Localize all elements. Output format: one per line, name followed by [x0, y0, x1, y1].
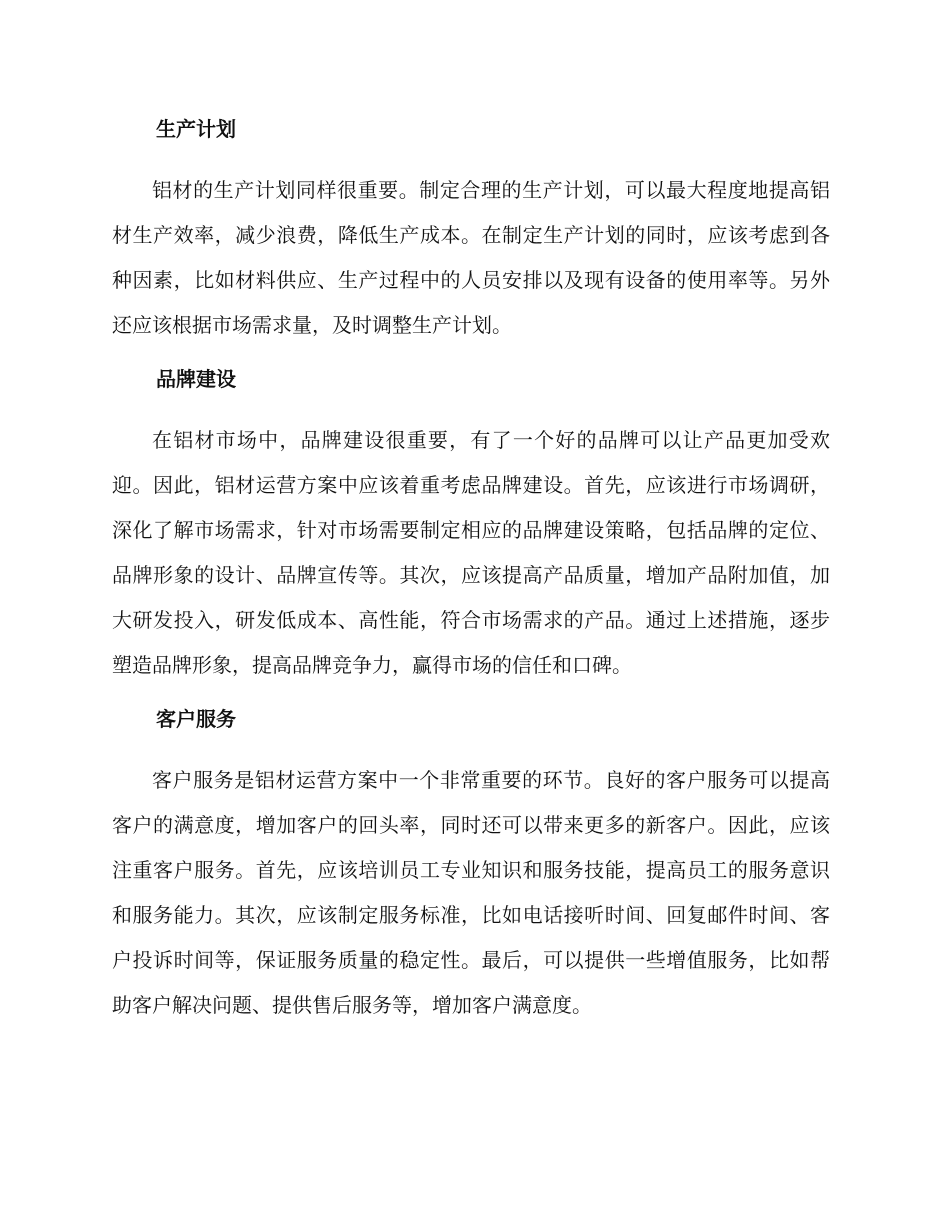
section-paragraph: 客户服务是铝材运营方案中一个非常重要的环节。良好的客户服务可以提高客户的满意度，增加客户的回头率，同时还可以带来更多的新客户。因此，应该注重客户服务。首先，应该培训员工专业知识和服务技能，提高员工的服务意识和服务能力。其次，应该制定服务标准，比如电话接听时间、回复邮件时间、客户投诉时间等，保证服务质量的稳定性。最后，可以提供一些增值服务，比如帮助客户解决问题、提供售后服务等，增加客户满意度。 — [112, 768, 830, 1017]
section-paragraph: 在铝材市场中，品牌建设很重要，有了一个好的品牌可以让产品更加受欢迎。因此，铝材运营方案中应该着重考虑品牌建设。首先，应该进行市场调研，深化了解市场需求，针对市场需要制定相应的品牌建设策略，包括品牌的定位、品牌形象的设计、品牌宣传等。其次，应该提高产品质量，增加产品附加值，加大研发投入，研发低成本、高性能，符合市场需求的产品。通过上述措施，逐步塑造品牌形象，提高品牌竞争力，赢得市场的信任和口碑。 — [112, 428, 830, 677]
section-paragraph: 铝材的生产计划同样很重要。制定合理的生产计划，可以最大程度地提高铝材生产效率，减少浪费，降低生产成本。在制定生产计划的同时，应该考虑到各种因素，比如材料供应、生产过程中的人员安排以及现有设备的使用率等。另外还应该根据市场需求量，及时调整生产计划。 — [112, 178, 830, 337]
section-heading: 客户服务 — [156, 707, 236, 731]
section-production-plan — [112, 112, 830, 348]
section-brand-building — [112, 362, 830, 688]
document-page — [112, 112, 830, 1028]
section-heading: 生产计划 — [156, 117, 236, 141]
section-heading: 品牌建设 — [156, 367, 236, 391]
section-customer-service — [112, 702, 830, 1028]
